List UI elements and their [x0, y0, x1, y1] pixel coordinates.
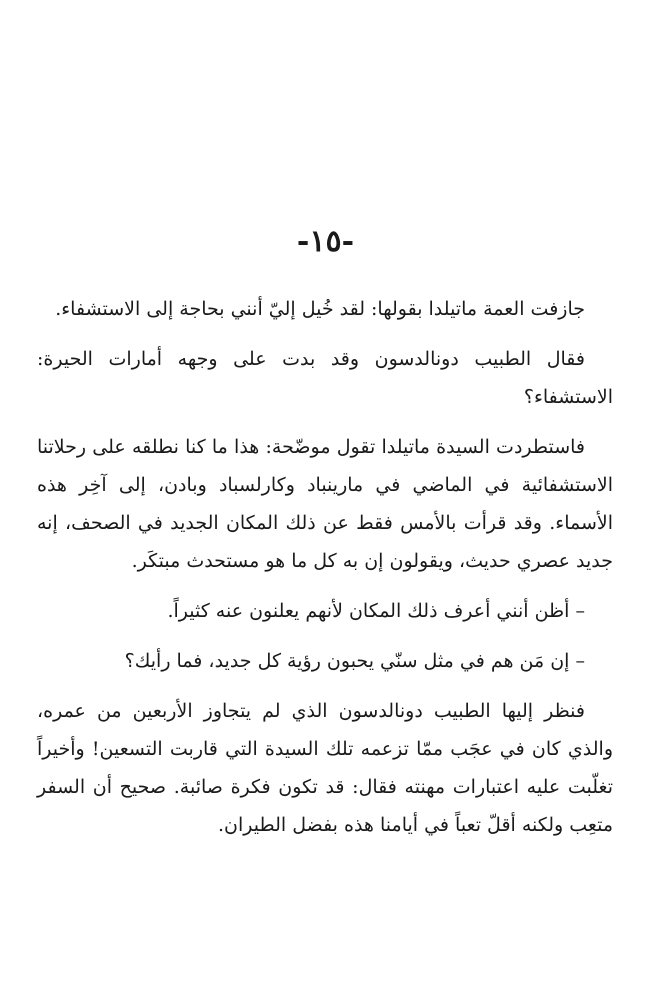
paragraph: فاستطردت السيدة ماتيلدا تقول موضّحة: هذا ما كنا نطلقه على رحلاتنا الاستشفائية في الماضي في مارينباد وكارلسباد وبادن، إلى آخِر هذه الأسماء. وقد قرأت بالأمس فقط عن ذلك المكان الجديد في الصحف، إنه جديد عصري حديث، ويقولون إن به كل ما هو مستحدث مبتكَر. [37, 436, 613, 572]
dialogue-line: – أظن أنني أعرف ذلك المكان لأنهم يعلنون عنه كثيراً. [167, 600, 585, 622]
paragraph: فنظر إليها الطبيب دونالدسون الذي لم يتجاوز الأربعين من عمره، والذي كان في عجَب ممّا تزعمه تلك السيدة التي قاربت التسعين! وأخيراً تغلّبت عليه اعتبارات مهنته فقال: قد تكون فكرة صائبة. صحيح أن السفر متعِب ولكنه أقلّ تعباً في أيامنا هذه بفضل الطيران. [37, 700, 613, 836]
paragraph: جازفت العمة ماتيلدا بقولها: لقد خُيل إليّ أنني بحاجة إلى الاستشفاء. [55, 298, 585, 320]
dialogue-line: – إن مَن هم في مثل سنّي يحبون رؤية كل جديد، فما رأيك؟ [124, 650, 585, 672]
paragraph: فقال الطبيب دونالدسون وقد بدت على وجهه أمارات الحيرة: الاستشفاء؟ [37, 348, 613, 408]
page-body [37, 290, 613, 856]
page-number: -١٥- [296, 224, 355, 259]
